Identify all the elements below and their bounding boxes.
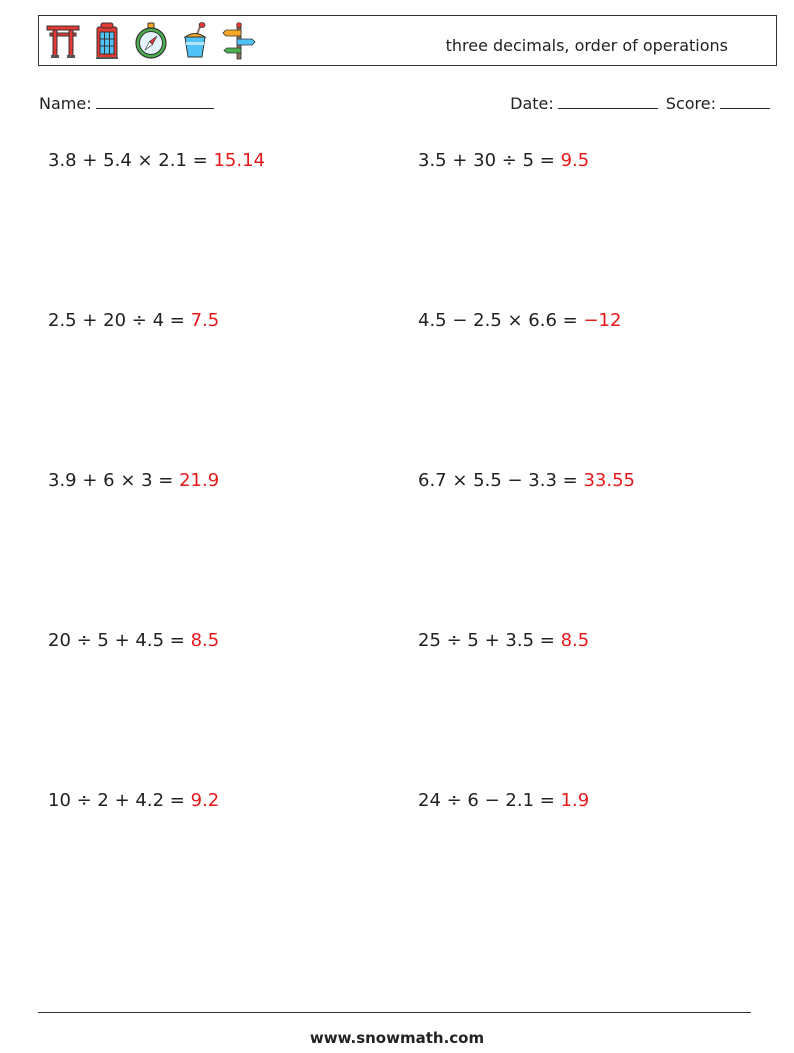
problem-expression: 20 ÷ 5 + 4.5 = [48, 630, 191, 651]
score-label: Score: [665, 94, 716, 113]
problem-answer: 9.2 [190, 790, 220, 811]
problem-answer: 21.9 [179, 470, 220, 491]
problem-5 [48, 470, 219, 491]
date-score-fields [510, 93, 770, 113]
problem-expression: 3.9 + 6 × 3 = [48, 470, 180, 491]
worksheet-header [38, 15, 777, 66]
problem-6 [418, 470, 635, 491]
signpost-icon [221, 21, 257, 61]
problem-1 [48, 150, 265, 171]
problem-answer: 15.14 [213, 150, 265, 171]
problem-8 [418, 630, 589, 651]
sand-bucket-icon [177, 21, 213, 61]
phone-booth-icon [89, 21, 125, 61]
problem-2 [418, 150, 589, 171]
footer-url[interactable]: www.snowmath.com [309, 1029, 485, 1047]
name-blank[interactable] [96, 93, 214, 109]
problem-answer: 8.5 [560, 630, 590, 651]
problem-answer: 33.55 [583, 470, 635, 491]
score-field [666, 93, 770, 113]
problem-9 [48, 790, 219, 811]
problem-expression: 3.8 + 5.4 × 2.1 = [48, 150, 214, 171]
problem-10 [418, 790, 589, 811]
problem-expression: 24 ÷ 6 − 2.1 = [418, 790, 561, 811]
problem-expression: 4.5 − 2.5 × 6.6 = [418, 310, 584, 331]
date-field [510, 93, 658, 113]
worksheet-topic: three decimals, order of operations [445, 36, 728, 55]
problem-answer: −12 [583, 310, 622, 331]
score-blank[interactable] [720, 93, 770, 109]
problem-answer: 1.9 [560, 790, 590, 811]
torii-gate-icon [45, 21, 81, 61]
problem-expression: 10 ÷ 2 + 4.2 = [48, 790, 191, 811]
problem-expression: 25 ÷ 5 + 3.5 = [418, 630, 561, 651]
problem-expression: 6.7 × 5.5 − 3.3 = [418, 470, 584, 491]
problem-3 [48, 310, 219, 331]
problem-answer: 7.5 [190, 310, 220, 331]
name-field [39, 93, 214, 113]
date-label: Date: [510, 94, 554, 113]
problem-7 [48, 630, 219, 651]
date-blank[interactable] [558, 93, 658, 109]
problem-answer: 8.5 [190, 630, 220, 651]
problem-expression: 3.5 + 30 ÷ 5 = [418, 150, 561, 171]
name-label: Name: [39, 94, 92, 113]
problem-expression: 2.5 + 20 ÷ 4 = [48, 310, 191, 331]
footer-divider [38, 1012, 751, 1013]
header-icons [45, 21, 257, 61]
problem-4 [418, 310, 621, 331]
problem-answer: 9.5 [560, 150, 590, 171]
compass-icon [133, 21, 169, 61]
